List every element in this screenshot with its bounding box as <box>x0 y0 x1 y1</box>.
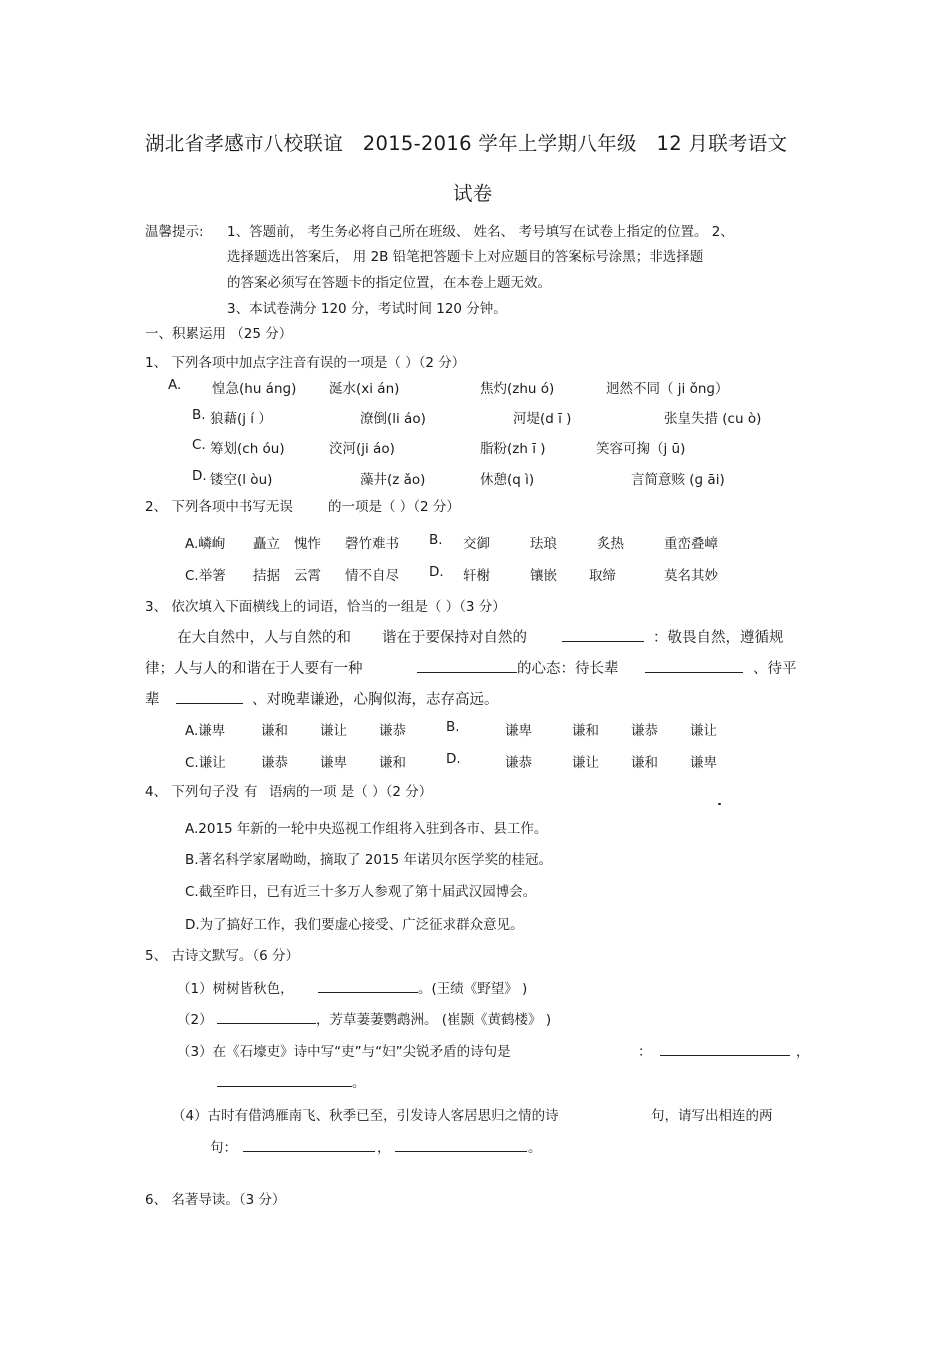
q2-d-word1: 轩榭 <box>463 568 490 584</box>
exam-title-line1: 湖北省孝感市八校联谊 2015-2016 学年上学期八年级 12 月联考语文 <box>145 132 788 155</box>
q5-2-blank[interactable] <box>217 1009 316 1024</box>
q1-stem: 1、 下列各项中加点字注音有误的一项是（ ）（2 分） <box>145 355 466 371</box>
q2-c-word3: 云霄 <box>294 568 321 584</box>
q3-stem: 3、 依次填入下面横线上的词语，恰当的一组是（ ）（3 分） <box>145 599 506 615</box>
q4-option-b: B.著名科学家屠呦呦，摘取了 2015 年诺贝尔医学奖的桂冠。 <box>185 852 552 868</box>
q2-c-word2: 拮据 <box>253 568 280 584</box>
q5-4-blank-2[interactable] <box>395 1137 527 1152</box>
q2-a-word2: 矗立 <box>253 536 280 552</box>
q3-passage-1b: 谐在于要保持对自然的 <box>382 630 527 646</box>
q5-3-comma: ， <box>796 1044 810 1060</box>
q2-a-word3: 愧怍 <box>294 536 321 552</box>
q5-3-colon: ： <box>638 1044 652 1060</box>
q1-a-item3: 焦灼(zhu ó) <box>480 381 555 397</box>
q3-d-word1: 谦恭 <box>505 755 532 771</box>
q1-a-item2: 涎水(xi án) <box>329 381 400 397</box>
q2-b-word4: 重峦叠嶂 <box>664 536 718 552</box>
q3-passage-2a: 律；人与人的和谐在于人要有一种 <box>145 661 363 677</box>
q1-d-item4: 言简意赅 (ɡ āi) <box>631 472 725 488</box>
q2-b-word2: 珐琅 <box>530 536 557 552</box>
q2-c-word4: 情不自尽 <box>345 568 399 584</box>
q3-d-word3: 谦和 <box>631 755 658 771</box>
q3-passage-2b: 的心态：待长辈 <box>517 661 619 677</box>
q2-option-d-label: D. <box>429 564 444 580</box>
q4-stem-part2: 语病的一项 是（ ）（2 分） <box>269 784 433 800</box>
q2-d-word3: 取缔 <box>589 568 616 584</box>
q3-passage-1a: 在大自然中，人与自然的和 <box>177 630 351 646</box>
q3-blank-1[interactable] <box>562 627 644 642</box>
q2-stem-part1: 2、 下列各项中书写无误 <box>145 499 293 515</box>
q4-option-a: A.2015 年新的一轮中央巡视工作组将入驻到各市、县工作。 <box>185 821 548 837</box>
q1-b-item4: 张皇失措 (cu ò) <box>664 411 762 427</box>
q1-a-item4: 迥然不同（ ji ǒnɡ） <box>606 381 729 397</box>
q5-1-text: （1）树树皆秋色， <box>177 981 294 997</box>
q2-d-word4: 莫名其妙 <box>664 568 718 584</box>
q3-passage-1c: ：敬畏自然，遵循规 <box>653 630 784 646</box>
q3-option-d-label: D. <box>446 751 461 767</box>
q3-b-word3: 谦恭 <box>631 723 658 739</box>
q1-d-item1: 镂空(l òu) <box>210 472 273 488</box>
q3-b-word4: 谦让 <box>690 723 717 739</box>
q5-1-blank[interactable] <box>318 978 418 993</box>
q2-b-word3: 炙热 <box>597 536 624 552</box>
q1-d-item2: 藻井(z ǎo) <box>360 472 426 488</box>
q3-d-word4: 谦卑 <box>690 755 717 771</box>
q3-passage-3b: 、对晚辈谦逊，心胸似海，志存高远。 <box>252 692 499 708</box>
q1-b-item1: 狼藉(j í ） <box>210 411 272 427</box>
q3-c-word1: C.谦让 <box>185 755 226 771</box>
q4-option-c: C.截至昨日，已有近三十多万人参观了第十届武汉园博会。 <box>185 884 537 900</box>
q3-blank-4[interactable] <box>176 689 243 704</box>
q5-4-text-cont: 句，请写出相连的两 <box>651 1108 773 1124</box>
q2-option-b-label: B. <box>429 532 443 548</box>
q2-c-word1: C.举箸 <box>185 568 226 584</box>
q3-b-word1: 谦卑 <box>505 723 532 739</box>
q1-option-c-label: C. <box>192 437 206 453</box>
q4-stem-dotted-char: 有 <box>244 780 950 800</box>
notice-line4: 3、本试卷满分 120 分，考试时间 120 分钟。 <box>227 301 507 317</box>
notice-line2: 选择题选出答案后， 用 2B 铅笔把答题卡上对应题目的答案标号涂黑；非选择题 <box>227 249 704 265</box>
q5-4-text: （4）古时有借鸿雁南飞、秋季已至，引发诗人客居思归之情的诗 <box>172 1108 559 1124</box>
q3-a-word2: 谦和 <box>261 723 288 739</box>
q2-d-word2: 镶嵌 <box>530 568 557 584</box>
q3-b-word2: 谦和 <box>572 723 599 739</box>
q1-c-item2: 洨河(ji áo) <box>329 441 395 457</box>
q1-option-b-label: B. <box>192 407 206 423</box>
q3-a-word3: 谦让 <box>320 723 347 739</box>
q1-c-item1: 筹划(ch óu) <box>210 441 285 457</box>
q3-blank-2[interactable] <box>417 658 517 673</box>
q5-3-period: 。 <box>352 1075 366 1091</box>
q5-2-source: ，芳草萋萋鹦鹉洲。 (崔颢《黄鹤楼》 ) <box>316 1012 552 1028</box>
q3-c-word2: 谦恭 <box>261 755 288 771</box>
q5-2-text: （2） <box>177 1012 213 1028</box>
q5-1-source: 。(王绩《野望》 ) <box>418 981 528 997</box>
q3-d-word2: 谦让 <box>572 755 599 771</box>
q3-option-b-label: B. <box>446 719 460 735</box>
q6-stem: 6、 名著导读。（3 分） <box>145 1192 286 1208</box>
q5-4-period: 。 <box>528 1140 542 1156</box>
q3-blank-3[interactable] <box>645 658 743 673</box>
q5-4-comma: ， <box>377 1140 391 1156</box>
q1-c-item4: 笑容可掬（j ū) <box>596 441 686 457</box>
q5-3-blank-2[interactable] <box>217 1072 352 1087</box>
q3-passage-2c: 、待平 <box>753 661 797 677</box>
q1-option-a-label: A. <box>168 377 182 393</box>
q1-b-item3: 河堤(d ī ) <box>513 411 572 427</box>
q3-c-word3: 谦卑 <box>320 755 347 771</box>
q2-a-word1: A.嶙峋 <box>185 536 226 552</box>
q5-4-blank-1[interactable] <box>243 1137 375 1152</box>
q1-option-d-label: D. <box>192 468 207 484</box>
q5-stem: 5、 古诗文默写。（6 分） <box>145 948 300 964</box>
notice-label: 温馨提示: <box>145 224 204 240</box>
q4-option-d: D.为了搞好工作，我们要虚心接受、广泛征求群众意见。 <box>185 917 524 933</box>
q1-a-item1: 惶急(hu ánɡ) <box>212 381 297 397</box>
q1-d-item3: 休憩(q ì) <box>480 472 535 488</box>
q1-c-item3: 脂粉(zh ī ) <box>480 441 546 457</box>
notice-line1: 1、答题前， 考生务必将自己所在班级、 姓名、 考号填写在试卷上指定的位置。 2、 <box>227 224 734 240</box>
q2-a-word4: 磬竹难书 <box>345 536 399 552</box>
exam-title-line2: 试卷 <box>453 182 493 205</box>
q3-c-word4: 谦和 <box>379 755 406 771</box>
q3-a-word4: 谦恭 <box>379 723 406 739</box>
q5-3-blank-1[interactable] <box>660 1041 790 1056</box>
q5-4-label: 句： <box>210 1140 237 1156</box>
q5-3-text: （3）在《石壕吏》诗中写“吏”与“妇”尖锐矛盾的诗句是 <box>177 1044 511 1060</box>
q3-a-word1: A.谦卑 <box>185 723 226 739</box>
section-heading: 一、积累运用 （25 分） <box>145 326 293 342</box>
q3-passage-3a: 辈 <box>145 692 160 708</box>
notice-line3: 的答案必须写在答题卡的指定位置，在本卷上题无效。 <box>227 275 551 291</box>
q4-stem-part1: 4、 下列句子没 <box>145 784 239 800</box>
q1-b-item2: 潦倒(li áo) <box>360 411 426 427</box>
q2-b-word1: 交御 <box>463 536 490 552</box>
q2-stem-part2: 的一项是（ ）（2 分） <box>328 499 460 515</box>
